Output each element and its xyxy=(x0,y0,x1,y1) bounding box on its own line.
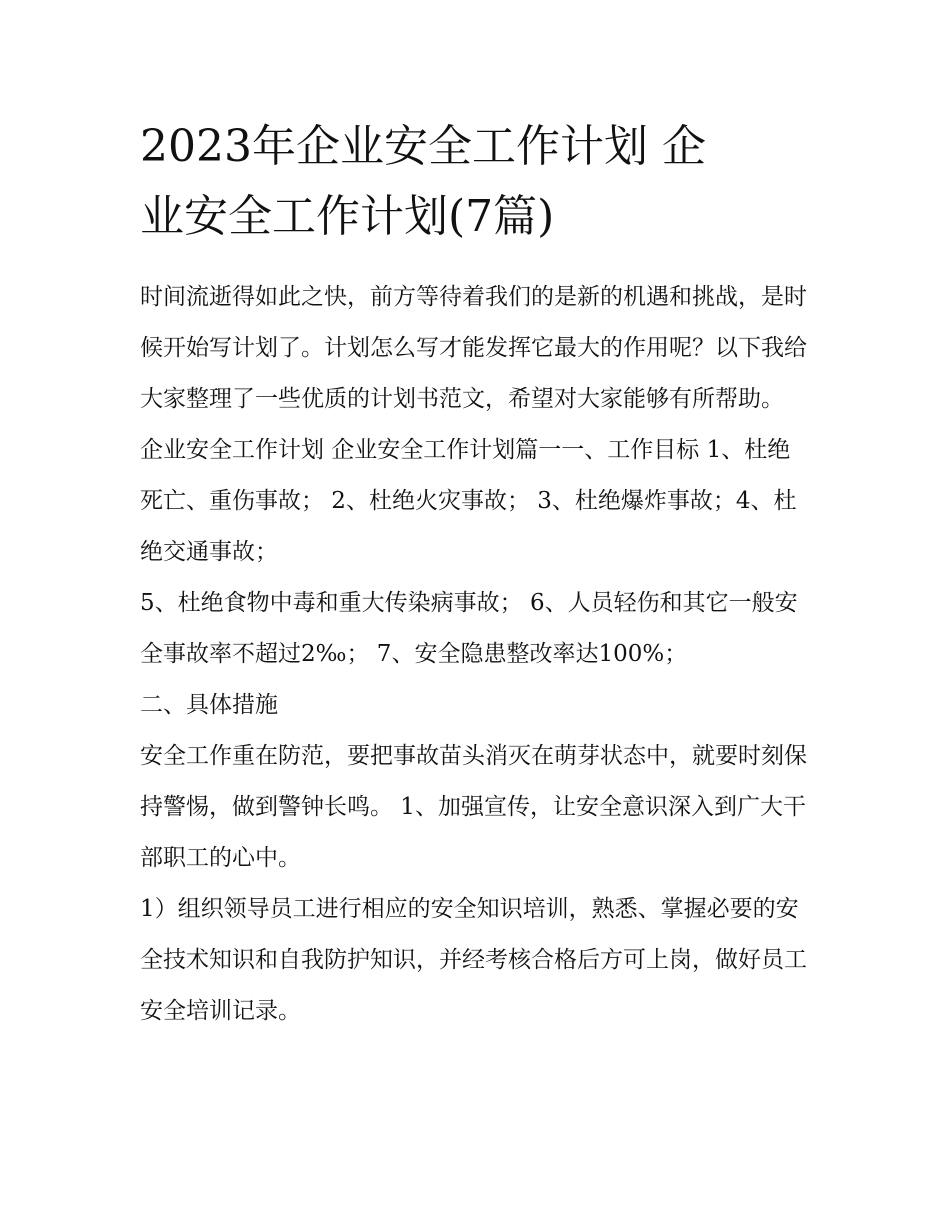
document-page xyxy=(140,112,810,1037)
goals-continued-paragraph: 5、杜绝食物中毒和重大传染病事故； 6、人员轻伤和其它一般安全事故率不超过2‰； 7、安全隐患整改率达100%； xyxy=(140,590,798,667)
prevention-paragraph: 安全工作重在防范，要把事故苗头消灭在萌芽状态中，就要时刻保持警惕，做到警钟长鸣。 1、加强宣传，让安全意识深入到广大干部职工的心中。 xyxy=(140,743,807,871)
intro-paragraph: 时间流逝得如此之快，前方等待着我们的是新的机遇和挑战，是时候开始写计划了。计划怎么写才能发挥它最大的作用呢？以下我给大家整理了一些优质的计划书范文，希望对大家能够有所帮助。 xyxy=(140,284,807,412)
title-line-1: 2023年企业安全工作计划 企 xyxy=(140,121,706,172)
document-title xyxy=(140,112,810,252)
goals-paragraph: 企业安全工作计划 企业安全工作计划篇一一、工作目标 1、杜绝死亡、重伤事故； 2、杜绝火灾事故； 3、杜绝爆炸事故；4、杜绝交通事故； xyxy=(140,437,797,565)
training-paragraph: 1）组织领导员工进行相应的安全知识培训，熟悉、掌握必要的安全技术知识和自我防护知识，并经考核合格后方可上岗，做好员工安全培训记录。 xyxy=(140,896,807,1024)
document-body xyxy=(140,272,810,1037)
measures-heading: 二、具体措施 xyxy=(140,692,278,718)
title-line-2: 业安全工作计划(7篇) xyxy=(140,191,555,242)
